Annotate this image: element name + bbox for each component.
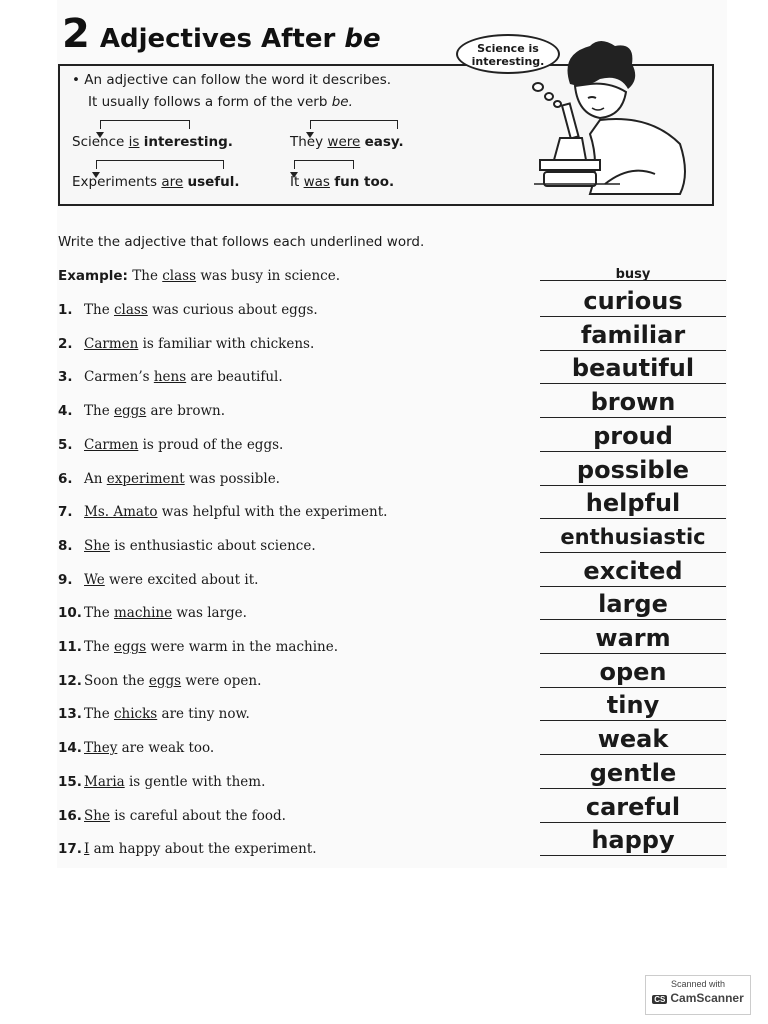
exercise-question: 10. The machine was large.	[58, 605, 247, 621]
page-title	[62, 11, 381, 57]
arrow-icon	[294, 160, 354, 169]
example-question: Example: The class was busy in science.	[58, 268, 340, 284]
camscanner-watermark: Scanned with CS CamScanner	[645, 975, 751, 1015]
answer-line	[540, 586, 726, 587]
answer-field[interactable]: tiny	[606, 691, 660, 719]
answer-field[interactable]: large	[598, 590, 668, 618]
answer-field[interactable]: curious	[583, 287, 683, 315]
answer-line	[540, 485, 726, 486]
exercise-question: 4. The eggs are brown.	[58, 403, 226, 419]
answer-line	[540, 653, 726, 654]
exercise-question: 15. Maria is gentle with them.	[58, 774, 266, 790]
answer-field[interactable]: warm	[595, 624, 671, 652]
thought-bubble: Science is interesting.	[456, 34, 560, 74]
answer-field[interactable]: proud	[593, 422, 673, 450]
rule-example: Science is interesting.	[72, 134, 233, 150]
exercise-question: 14. They are weak too.	[58, 740, 215, 756]
exercise-question: 16. She is careful about the food.	[58, 808, 286, 824]
instructions: Write the adjective that follows each underlined word.	[58, 234, 425, 250]
arrow-icon	[310, 120, 398, 129]
answer-field[interactable]: enthusiastic	[560, 525, 706, 549]
student-microscope-illustration	[530, 34, 710, 202]
answer-field[interactable]: brown	[590, 388, 676, 416]
answer-line	[540, 518, 726, 519]
rule-example: Experiments are useful.	[72, 174, 240, 190]
answer-line	[540, 552, 726, 553]
exercise-question: 7. Ms. Amato was helpful with the experiment.	[58, 504, 388, 520]
answer-field[interactable]: familiar	[580, 321, 686, 349]
answer-line	[540, 788, 726, 789]
exercise-question: 1. The class was curious about eggs.	[58, 302, 318, 318]
answer-line	[540, 619, 726, 620]
exercise-question: 3. Carmen’s hens are beautiful.	[58, 369, 283, 385]
answer-line	[540, 855, 726, 856]
answer-field[interactable]: weak	[597, 725, 669, 753]
answer-field[interactable]: excited	[583, 557, 683, 585]
rule-example: It was fun too.	[290, 174, 395, 190]
rule-example: They were easy.	[290, 134, 404, 150]
exercise-question: 13. The chicks are tiny now.	[58, 706, 250, 722]
answer-field[interactable]: gentle	[589, 759, 677, 787]
answer-line	[540, 316, 726, 317]
answer-field[interactable]: busy	[615, 267, 651, 282]
answer-line	[540, 417, 726, 418]
exercise-question: 8. She is enthusiastic about science.	[58, 538, 316, 554]
exercise-row	[58, 826, 728, 867]
exercise-question: 9. We were excited about it.	[58, 572, 259, 588]
answer-field[interactable]: possible	[576, 456, 690, 484]
answer-line	[540, 720, 726, 721]
answer-field[interactable]: happy	[591, 826, 675, 854]
exercise-question: 17. I am happy about the experiment.	[58, 841, 317, 857]
arrow-icon	[100, 120, 190, 129]
exercise-question: 5. Carmen is proud of the eggs.	[58, 437, 284, 453]
lesson-title: Adjectives After be	[99, 24, 381, 54]
answer-field[interactable]: careful	[585, 793, 681, 821]
rule-line-1: • An adjective can follow the word it describes.	[72, 72, 392, 88]
answer-line	[540, 383, 726, 384]
answer-field[interactable]: helpful	[585, 489, 681, 517]
exercise-question: 6. An experiment was possible.	[58, 471, 280, 487]
answer-line	[540, 822, 726, 823]
answer-line	[540, 280, 726, 281]
answer-field[interactable]: beautiful	[571, 354, 695, 382]
arrow-icon	[96, 160, 224, 169]
lesson-number: 2	[62, 11, 90, 57]
answer-line	[540, 451, 726, 452]
answer-line	[540, 687, 726, 688]
rule-line-2: It usually follows a form of the verb be.	[88, 94, 353, 110]
exercise-question: 12. Soon the eggs were open.	[58, 673, 262, 689]
exercise-question: 2. Carmen is familiar with chickens.	[58, 336, 315, 352]
answer-field[interactable]: open	[599, 658, 667, 686]
answer-line	[540, 754, 726, 755]
answer-line	[540, 350, 726, 351]
exercise-question: 11. The eggs were warm in the machine.	[58, 639, 339, 655]
